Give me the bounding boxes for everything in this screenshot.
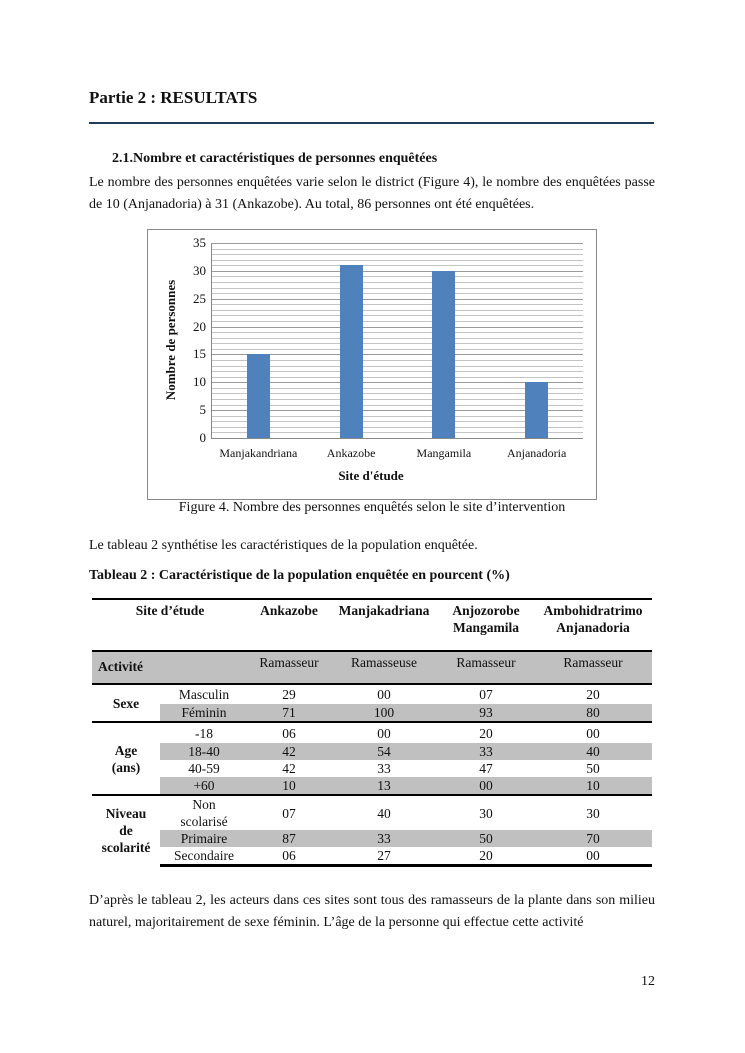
table-row: Primaire 87 33 50 70: [92, 830, 652, 847]
bar-mangamila: [432, 271, 455, 438]
table-row: Féminin 71 100 93 80: [92, 704, 652, 722]
gridline: [212, 271, 583, 272]
gridline: [212, 343, 583, 344]
header-manjakadriana: Manjakadriana: [338, 603, 430, 618]
gridline: [212, 254, 583, 255]
gridline: [212, 293, 583, 294]
table-row: 40-59 42 33 47 50: [188, 761, 600, 776]
header-site: Site d’étude: [135, 603, 205, 618]
table-row-activity: Activité Ramasseur Ramasseuse Ramasseur Ramasseur: [92, 651, 652, 684]
gridline: [212, 349, 583, 350]
bar-anjanadoria: [525, 382, 548, 438]
gridline: [212, 288, 583, 289]
x-tick-label: Manjakandriana: [219, 446, 298, 460]
gridline: [212, 243, 583, 244]
gridline: [212, 332, 583, 333]
table-row: Sexe Masculin 29 00 07 20: [112, 687, 600, 711]
paragraph-table-intro: Le tableau 2 synthétise les caractéristiques de la population enquêtée.: [89, 538, 478, 553]
gridline: [212, 249, 583, 250]
table-row: Secondaire 06 27 20 00: [92, 847, 652, 866]
y-tick-label: 20: [193, 318, 206, 334]
paragraph-intro: Le nombre des personnes enquêtées varie selon le district (Figure 4), le nombre des enquêtées passe de 10 (Anjanadoria) à 31 (Ankazobe). Au total, 86 personnes ont été enquêtées.: [89, 175, 655, 212]
figure-caption: Figure 4. Nombre des personnes enquêtés selon le site d’intervention: [178, 500, 566, 515]
x-tick-label: Anjanadoria: [506, 446, 567, 460]
gridline: [212, 338, 583, 339]
section-title: 2.1.Nombre et caractéristiques de personnes enquêtées: [112, 151, 438, 166]
chart-plot-area: [193, 235, 583, 460]
population-table: [92, 598, 652, 867]
page-number: 12: [641, 974, 655, 989]
gridline: [212, 327, 583, 328]
gridline: [212, 260, 583, 261]
page-heading: Partie 2 : RESULTATS: [89, 88, 258, 107]
table-row: +60 10 13 00 10: [92, 777, 652, 795]
x-tick-label: Mangamila: [416, 446, 472, 460]
gridline: [212, 315, 583, 316]
gridline: [212, 310, 583, 311]
gridline: [212, 304, 583, 305]
gridline: [212, 282, 583, 283]
gridline: [212, 265, 583, 266]
table-row: Age (ans) -18 06 00 20 00: [92, 722, 652, 743]
paragraph-analysis: D’après le tableau 2, les acteurs dans ces sites sont tous des ramasseurs de la plante dans son milieu naturel, majoritairement de sexe féminin. L’âge de la personne qui effectue cette activité: [89, 893, 655, 930]
table-header-row: [92, 599, 652, 651]
gridline: [212, 321, 583, 322]
header-ambohidratrimo: Ambohidratrimo Anjanadoria: [543, 603, 643, 635]
heading-divider: [89, 122, 654, 124]
y-tick-label: 0: [199, 430, 206, 445]
chart-x-axis-title: Site d'étude: [338, 468, 404, 483]
y-tick-label: 30: [193, 262, 206, 278]
x-tick-label: Ankazobe: [326, 446, 376, 460]
bar-ankazobe: [340, 265, 363, 438]
y-tick-label: 5: [199, 402, 206, 418]
table-caption: Tableau 2 : Caractéristique de la population enquêtée en pourcent (%): [89, 568, 510, 583]
table-row: Niveau de scolarité Non scolarisé 07 40 30 30: [92, 795, 652, 830]
header-ankazobe: Ankazobe: [260, 603, 318, 618]
y-tick-label: 25: [193, 290, 206, 306]
bar-manjakandriana: [247, 354, 270, 438]
y-tick-label: 10: [193, 374, 206, 390]
y-tick-label: 35: [193, 235, 206, 250]
header-anjozorobe: Anjozorobe Mangamila: [452, 603, 520, 635]
gridline: [212, 276, 583, 277]
gridline: [212, 299, 583, 300]
y-tick-label: 15: [193, 346, 206, 362]
table-row: 18-40 42 54 33 40: [92, 743, 652, 760]
